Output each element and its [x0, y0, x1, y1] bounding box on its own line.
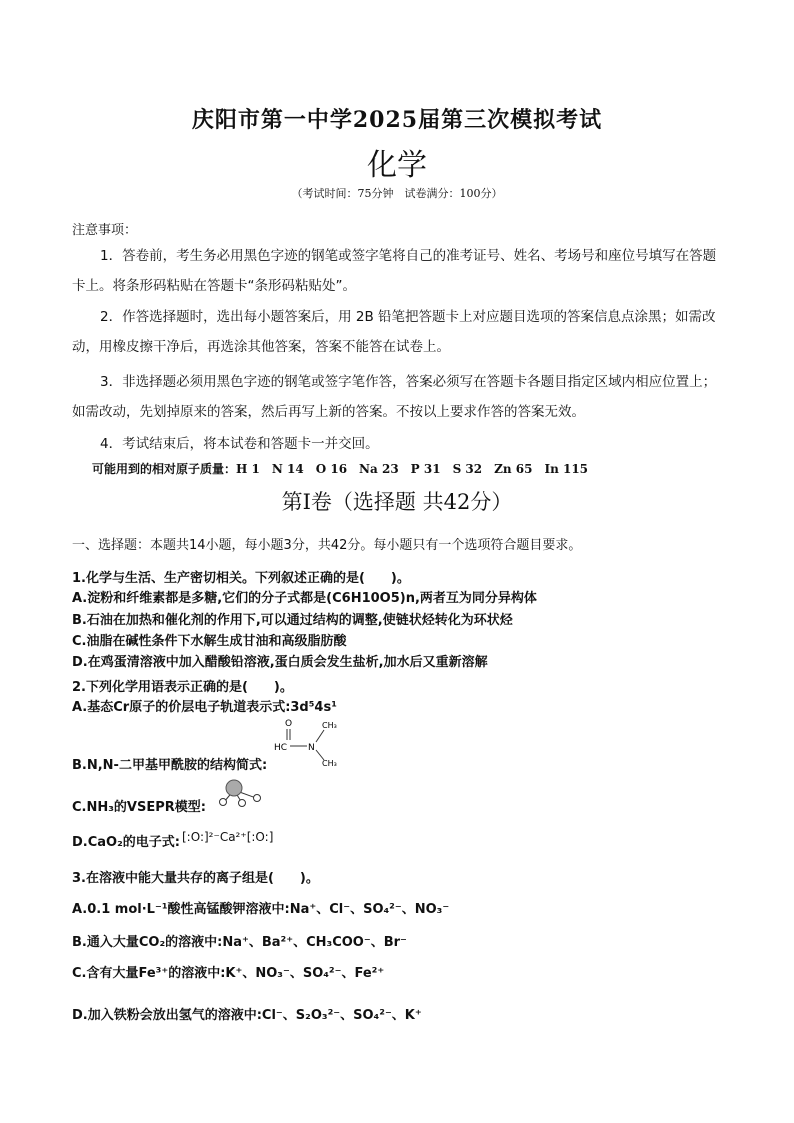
- question-3-stem: 3.在溶液中能大量共存的离子组是( )。: [72, 871, 319, 886]
- note-item-4: 4．考试结束后，将本试卷和答题卡一并交回。: [100, 436, 379, 452]
- nh3-vsepr-model-figure: [214, 776, 264, 808]
- question-1-option-d: D.在鸡蛋清溶液中加入醋酸铅溶液,蛋白质会发生盐析,加水后又重新溶解: [72, 655, 488, 670]
- cao2-electron-formula: [:O:]²⁻Ca²⁺[:O:]: [182, 830, 274, 844]
- question-1-stem: 1.化学与生活、生产密切相关。下列叙述正确的是( )。: [72, 571, 410, 586]
- question-1-option-b: B.石油在加热和催化剂的作用下,可以通过结构的调整,使链状烃转化为环状烃: [72, 613, 513, 628]
- exam-title: 庆阳市第一中学2025届第三次模拟考试: [191, 107, 603, 133]
- dmf-methyl-top: CH₃: [322, 721, 337, 730]
- question-2-option-a: A.基态Cr原子的价层电子轨道表示式:3d⁵4s¹: [72, 700, 337, 715]
- question-3-option-d: D.加入铁粉会放出氢气的溶液中:Cl⁻、S₂O₃²⁻、SO₄²⁻、K⁺: [72, 1008, 422, 1023]
- question-2-option-b: B.N,N-二甲基甲酰胺的结构简式:: [72, 758, 268, 773]
- question-1-option-c: C.油脂在碱性条件下水解生成甘油和高级脂肪酸: [72, 634, 347, 649]
- question-1-option-a: A.淀粉和纤维素都是多糖,它们的分子式都是(C6H10O5)n,两者互为同分异构体: [72, 591, 537, 606]
- question-2-option-c: C.NH₃的VSEPR模型:: [72, 800, 206, 815]
- dmf-structure-figure: [272, 716, 342, 768]
- dmf-nitrogen: N: [308, 743, 315, 753]
- note-item-1: 1．答卷前，考生务必用黑色字迹的钢笔或签字笔将自己的准考证号、姓名、考场号和座位号填写在答题卡上。将条形码粘贴在答题卡“条形码粘贴处”。: [72, 248, 717, 294]
- section-intro: 一、选择题：本题共14小题，每小题3分，共42分。每小题只有一个选项符合题目要求。: [72, 538, 582, 553]
- section-title: 第Ⅰ卷（选择题 共42分）: [281, 490, 513, 514]
- notes-heading: 注意事项：: [72, 223, 138, 238]
- dmf-carbon: HC: [274, 743, 288, 753]
- question-2-option-d: D.CaO₂的电子式:: [72, 835, 180, 850]
- question-3-option-b: B.通入大量CO₂的溶液中:Na⁺、Ba²⁺、CH₃COO⁻、Br⁻: [72, 935, 407, 950]
- question-3-option-a: A.0.1 mol·L⁻¹酸性高锰酸钾溶液中:Na⁺、Cl⁻、SO₄²⁻、NO₃⁻: [72, 902, 450, 917]
- dmf-oxygen: O: [285, 719, 293, 729]
- dmf-methyl-bottom: CH₃: [322, 759, 337, 768]
- question-2-stem: 2.下列化学用语表示正确的是( )。: [72, 680, 293, 695]
- question-3-option-c: C.含有大量Fe³⁺的溶液中:K⁺、NO₃⁻、SO₄²⁻、Fe²⁺: [72, 966, 385, 981]
- subject-title: 化学: [367, 148, 427, 183]
- time-info: （考试时间：75分钟 试卷满分：100分）: [291, 187, 503, 200]
- note-item-2: 2．作答选择题时，选出每小题答案后，用 2B 铅笔把答题卡上对应题目选项的答案信息点涂黑；如需改动，用橡皮擦干净后，再选涂其他答案，答案不能答在试卷上。: [72, 309, 716, 355]
- note-item-3: 3．非选择题必须用黑色字迹的钢笔或签字笔作答，答案必须写在答题卡各题目指定区域内相应位置上；如需改动，先划掉原来的答案，然后再写上新的答案。不按以上要求作答的答案无效。: [72, 374, 717, 420]
- atomic-masses: 可能用到的相对原子质量：H 1 N 14 O 16 Na 23 P 31 S 32 Zn 65 In 115: [92, 462, 589, 476]
